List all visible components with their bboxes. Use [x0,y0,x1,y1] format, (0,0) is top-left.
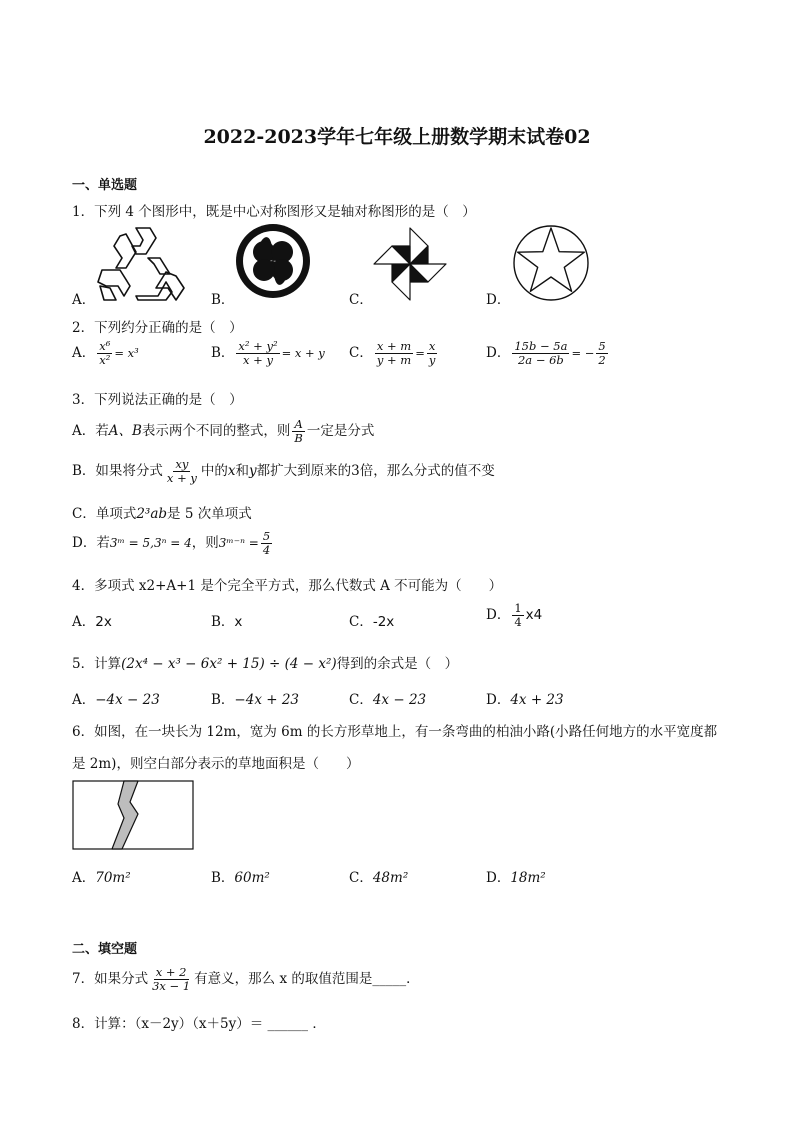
question-8: 8．计算：（x－2y）（x＋5y）＝ ______ ． [72,1016,326,1032]
q1-label-a: A． [72,292,96,308]
star-in-circle-figure [512,224,590,302]
lawn-with-path-figure [72,780,196,852]
q6-option-b[interactable]: B．60m² [211,870,270,886]
question-6-line-2: 是 2m)，则空白部分表示的草地面积是（ ） [72,756,360,772]
q3-option-a[interactable]: A．若A、B表示两个不同的整式，则 $\frac{A}{B}$ 一定是分式 [72,417,375,446]
circle-four-petal-figure [234,222,312,300]
pinwheel-figure [372,226,448,302]
q6-option-a[interactable]: A．70m² [72,870,131,886]
q2-option-b[interactable]: B． $\frac{\text{x² + y²}}{x + y}$ = x + y [211,339,325,368]
q5-option-b[interactable]: B．−4x + 23 [211,692,300,708]
q4-option-c[interactable]: C．-2x [349,614,395,630]
q6-option-c[interactable]: C．48m² [349,870,409,886]
question-2-stem: 2．下列约分正确的是（ ） [72,320,243,336]
triangular-recycle-figure [96,226,186,302]
q1-label-b: B． [211,292,235,308]
question-7: 7．如果分式 $\frac{x + 2}{3x - 1}$ 有意义，那么 x 的取值范围是_____． [72,965,420,994]
q4-option-a[interactable]: A．2x [72,614,112,630]
q4-option-d[interactable]: D． $\frac{1}{4}$ x4 [486,601,543,630]
q1-label-c: C． [349,292,373,308]
question-5-stem: 5．计算(2x⁴ − x³ − 6x² + 15) ÷ (4 − x²)得到的余式是（ ） [72,656,459,672]
q3-option-d[interactable]: D．若3ᵐ = 5,3ⁿ = 4，则3ᵐ⁻ⁿ = $\frac{5}{4}$ [72,529,271,558]
q5-option-d[interactable]: D．4x + 23 [486,692,564,708]
page-title: 2022-2023学年七年级上册数学期末试卷02 [203,126,591,148]
section-fill-in: 二、填空题 [72,942,138,957]
q2-option-d[interactable]: D． $\frac{15b - 5a}{2a - 6b}$ = − $\frac{5}{2}$ [486,339,606,368]
q3-option-b[interactable]: B．如果将分式 $\frac{xy}{x + y}$ 中的x和y都扩大到原来的3倍，那么分式的值不变 [72,457,495,486]
section-single-choice: 一、单选题 [72,178,138,193]
question-4-stem: 4．多项式 x2+A+1 是个完全平方式，那么代数式 A 不可能为（ ） [72,578,503,594]
q5-option-c[interactable]: C．4x − 23 [349,692,427,708]
q1-label-d: D． [486,292,511,308]
question-6-line-1: 6．如图，在一块长为 12m，宽为 6m 的长方形草地上，有一条弯曲的柏油小路(小路任何地方的水平宽度都 [72,724,718,740]
q5-option-a[interactable]: A．−4x − 23 [72,692,160,708]
question-3-stem: 3．下列说法正确的是（ ） [72,392,243,408]
q4-option-b[interactable]: B．x [211,614,243,630]
q2-option-a[interactable]: A． $\frac{\text{x⁶}}{\text{x²}}$ = x³ [72,339,139,368]
q6-option-d[interactable]: D．18m² [486,870,546,886]
question-1-stem: 1．下列 4 个图形中，既是中心对称图形又是轴对称图形的是（ ） [72,204,476,220]
q2-option-c[interactable]: C． $\frac{x + m}{y + m}$ = $\frac{x}{y}$ [349,339,436,368]
q3-option-c[interactable]: C．单项式2³ab是 5 次单项式 [72,506,252,522]
